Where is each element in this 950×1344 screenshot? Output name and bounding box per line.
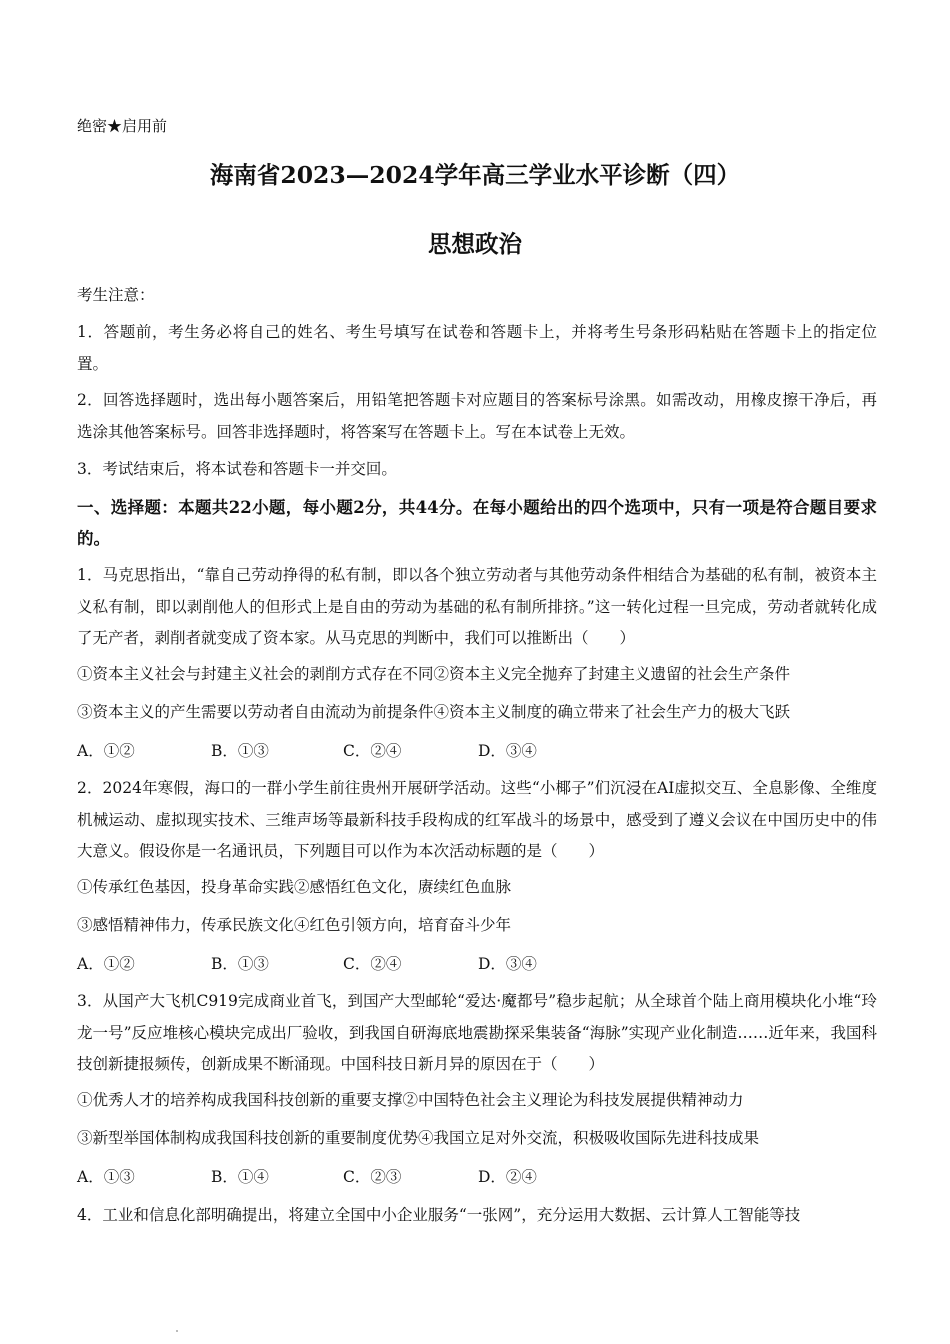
option-a[interactable]: A．①② [77,742,135,760]
page-mark [176,1330,178,1332]
section-heading: 一、选择题：本题共22小题，每小题2分，共44分。在每小题给出的四个选项中，只有一项是符合题目要求的。 [77,498,877,548]
option-c[interactable]: C．②③ [343,1168,402,1186]
option-c[interactable]: C．②④ [343,955,402,973]
question-3-options [77,1167,537,1187]
question-2-stem: 2．2024年寒假，海口的一群小学生前往贵州开展研学活动。这些“小椰子”们沉浸在AI虚拟交互、全息影像、全维度机械运动、虚拟现实技术、三维声场等最新科技手段构成的红军战斗的场景中，感受到了遵义会议在中国历史中的伟大意义。假设你是一名通讯员，下列题目可以作为本次活动标题的是（ ） [77,779,877,860]
option-b[interactable]: B．①④ [211,1168,269,1186]
option-d[interactable]: D．③④ [478,955,537,973]
option-b[interactable]: B．①③ [211,955,269,973]
question-3-statements-b: ③新型举国体制构成我国科技创新的重要制度优势④我国立足对外交流，积极吸收国际先进科技成果 [77,1129,760,1147]
question-4-stem: 4．工业和信息化部明确提出，将建立全国中小企业服务“一张网”，充分运用大数据、云计算人工智能等技 [77,1206,801,1224]
option-d[interactable]: D．②④ [478,1168,537,1186]
question-2-statements-b: ③感悟精神伟力，传承民族文化④红色引领方向，培育奋斗少年 [77,916,512,934]
question-1-statements-a: ①资本主义社会与封建主义社会的剥削方式存在不同②资本主义完全抛弃了封建主义遗留的社会生产条件 [77,665,791,683]
question-2-statements-a: ①传承红色基因，投身革命实践②感悟红色文化，赓续红色血脉 [77,878,512,896]
option-c[interactable]: C．②④ [343,742,402,760]
question-1-statements-b: ③资本主义的产生需要以劳动者自由流动为前提条件④资本主义制度的确立带来了社会生产力的极大飞跃 [77,703,791,721]
notice-item-1: 1．答题前，考生务必将自己的姓名、考生号填写在试卷和答题卡上，并将考生号条形码粘贴在答题卡上的指定位置。 [77,323,877,373]
question-1-options [77,741,537,761]
option-d[interactable]: D．③④ [478,742,537,760]
question-2-options [77,954,537,974]
question-1-stem: 1．马克思指出，“靠自己劳动挣得的私有制，即以各个独立劳动者与其他劳动条件相结合为基础的私有制，被资本主义私有制，即以剥削他人的但形式上是自由的劳动为基础的私有制所排挤。”这一转化过程一旦完成，劳动者就转化成了无产者，剥削者就变成了资本家。从马克思的判断中，我们可以推断出（ ） [77,566,877,647]
notice-item-2: 2．回答选择题时，选出每小题答案后，用铅笔把答题卡对应题目的答案标号涂黑。如需改动，用橡皮擦干净后，再选涂其他答案标号。回答非选择题时，将答案写在答题卡上。写在本试卷上无效。 [77,391,877,441]
subject-title: 思想政治 [428,230,522,258]
option-a[interactable]: A．①③ [77,1168,135,1186]
notice-heading: 考生注意： [77,286,155,304]
notice-item-3: 3．考试结束后，将本试卷和答题卡一并交回。 [77,460,397,478]
question-3-statements-a: ①优秀人才的培养构成我国科技创新的重要支撑②中国特色社会主义理论为科技发展提供精神动力 [77,1091,744,1109]
exam-title: 海南省2023—2024学年高三学业水平诊断（四） [209,161,741,189]
question-3-stem: 3．从国产大飞机C919完成商业首飞，到国产大型邮轮“爱达·魔都号”稳步起航；从全球首个陆上商用模块化小堆“玲龙一号”反应堆核心模块完成出厂验收，到我国自研海底地震勘探采集装备“海脉”实现产业化制造……近年来，我国科技创新捷报频传，创新成果不断涌现。中国科技日新月异的原因在于（ ） [77,992,877,1073]
option-a[interactable]: A．①② [77,955,135,973]
option-b[interactable]: B．①③ [211,742,269,760]
confidential-mark: 绝密★启用前 [77,117,168,135]
